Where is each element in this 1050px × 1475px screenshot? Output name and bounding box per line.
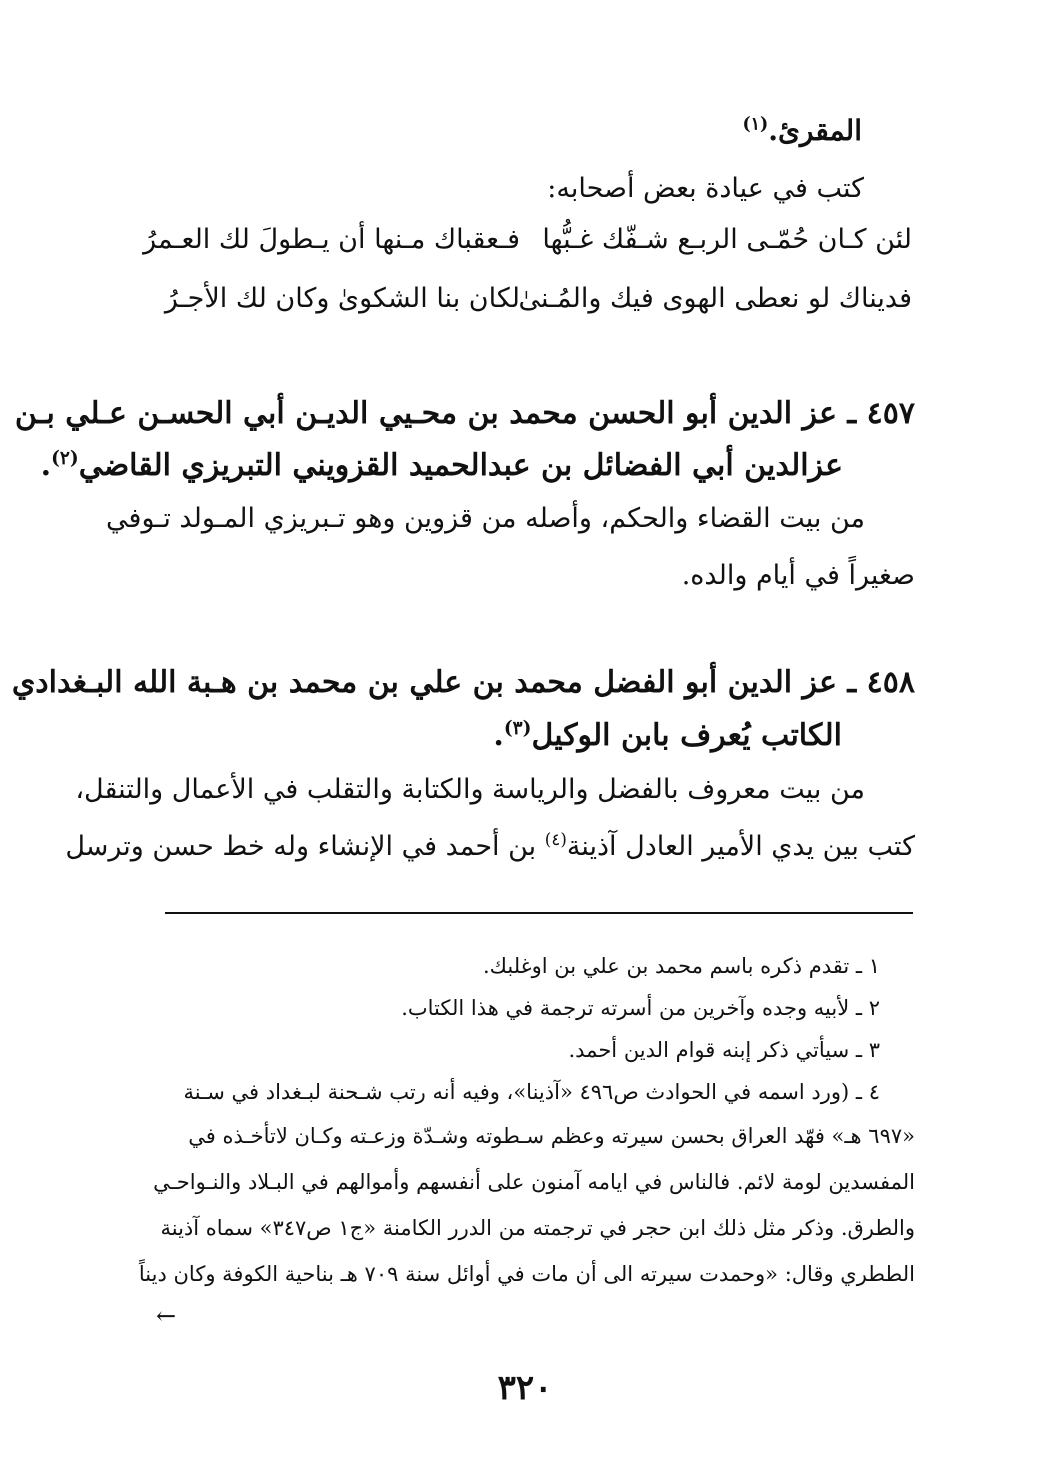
entry-458-text-line-2-end: بن أحمد في الإنشاء وله خط حسن وترسل <box>65 831 545 862</box>
footnote-separator <box>165 912 913 914</box>
entry-458-heading-line-1: ٤٥٨ ـ عز الدين أبو الفضل محمد بن علي بن محمد بن هـبة الله البـغدادي <box>11 665 915 700</box>
footnote-4-line-5: الططري وقال: «وحمدت سيرته الى أن مات في أوائل سنة ٧٠٩ هـ بناحية الكوفة وكان ديناً <box>138 1262 915 1286</box>
footnote-ref-4: (٤) <box>544 829 567 849</box>
entry-457-heading-line-2-text: عزالدين أبي الفضائل بن عبدالحميد القزويني التبريزي القاضي <box>78 448 843 483</box>
footnote-3: ٣ ـ سيأتي ذكر إبنه قوام الدين أحمد. <box>568 1038 880 1062</box>
page-number: ٣٢٠ <box>497 1368 553 1408</box>
footnote-ref-3: (٣) <box>503 718 532 739</box>
previous-entry-end <box>742 114 862 147</box>
footnote-4-line-2: «٦٩٧ هـ» فهّد العراق بحسن سيرته وعظم سـطوته وشـدّة وزعـته وكـان لاتأخـذه في <box>188 1124 915 1148</box>
poem-verse-1-sadr: لئن كـان حُمّـى الربـع شـفّك غـبُّها <box>542 224 912 255</box>
footnote-ref-2: (٢) <box>51 448 79 469</box>
entry-457-text-line-1: من بيت القضاء والحكم، وأصله من قزوين وهو تـبريزي المـولد تـوفي <box>106 503 865 534</box>
entry-458-heading-end: . <box>493 718 504 753</box>
footnote-4-line-1: ٤ ـ (ورد اسمه في الحوادث ص٤٩٦ «آذينا»، وفيه أنه رتب شـحنة لبـغداد في سـنة <box>183 1080 880 1104</box>
entry-458-text-line-2 <box>65 829 915 862</box>
footnote-ref-1: (١) <box>742 114 769 135</box>
entry-457-heading-end: . <box>40 448 52 483</box>
entry-458-text-line-1: من بيت معروف بالفضل والرياسة والكتابة والتقلب في الأعمال والتنقل، <box>75 774 865 805</box>
entry-457-text-line-2: صغيراً في أيام والده. <box>681 560 915 591</box>
continuation-arrow-icon: ← <box>156 1302 177 1330</box>
footnote-1: ١ ـ تقدم ذكره باسم محمد بن علي بن اوغلبك. <box>483 954 880 978</box>
entry-458-text-line-2-start: كتب بين يدي الأمير العادل آذينة <box>566 831 915 862</box>
entry-458-heading-line-2-text: الكاتب يُعرف بابن الوكيل <box>531 718 842 753</box>
previous-entry-end-text: المقرئ. <box>768 114 862 147</box>
entry-457-heading-line-2 <box>41 448 843 483</box>
footnote-4-line-4: والطرق. وذكر مثل ذلك ابن حجر في ترجمته من الدرر الكامنة «ج١ ص٣٤٧» سماه آذينة <box>160 1216 915 1240</box>
poem-verse-2-sadr: فديناك لو نعطى الهوى فيك والمُـنىٰ <box>518 283 912 314</box>
entry-457-heading-line-1: ٤٥٧ ـ عز الدين أبو الحسن محمد بن محـيي الديـن أبي الحسـن عـلي بـن <box>14 396 915 431</box>
letter-intro: كتب في عيادة بعض أصحابه: <box>547 173 864 204</box>
footnote-2: ٢ ـ لأبيه وجده وآخرين من أسرته ترجمة في هذا الكتاب. <box>401 996 880 1020</box>
footnote-4-line-3: المفسدين لومة لائم. فالناس في ايامه آمنون على أنفسهم وأموالهم في البـلاد والنـواحـي <box>153 1170 915 1194</box>
entry-458-heading-line-2 <box>493 718 842 753</box>
poem-verse-2-ajuz: لكان بنا الشكوىٰ وكان لك الأجـرُ <box>164 283 520 314</box>
poem-verse-1-ajuz: فـعقباك مـنها أن يـطولَ لك العـمرُ <box>143 224 520 255</box>
